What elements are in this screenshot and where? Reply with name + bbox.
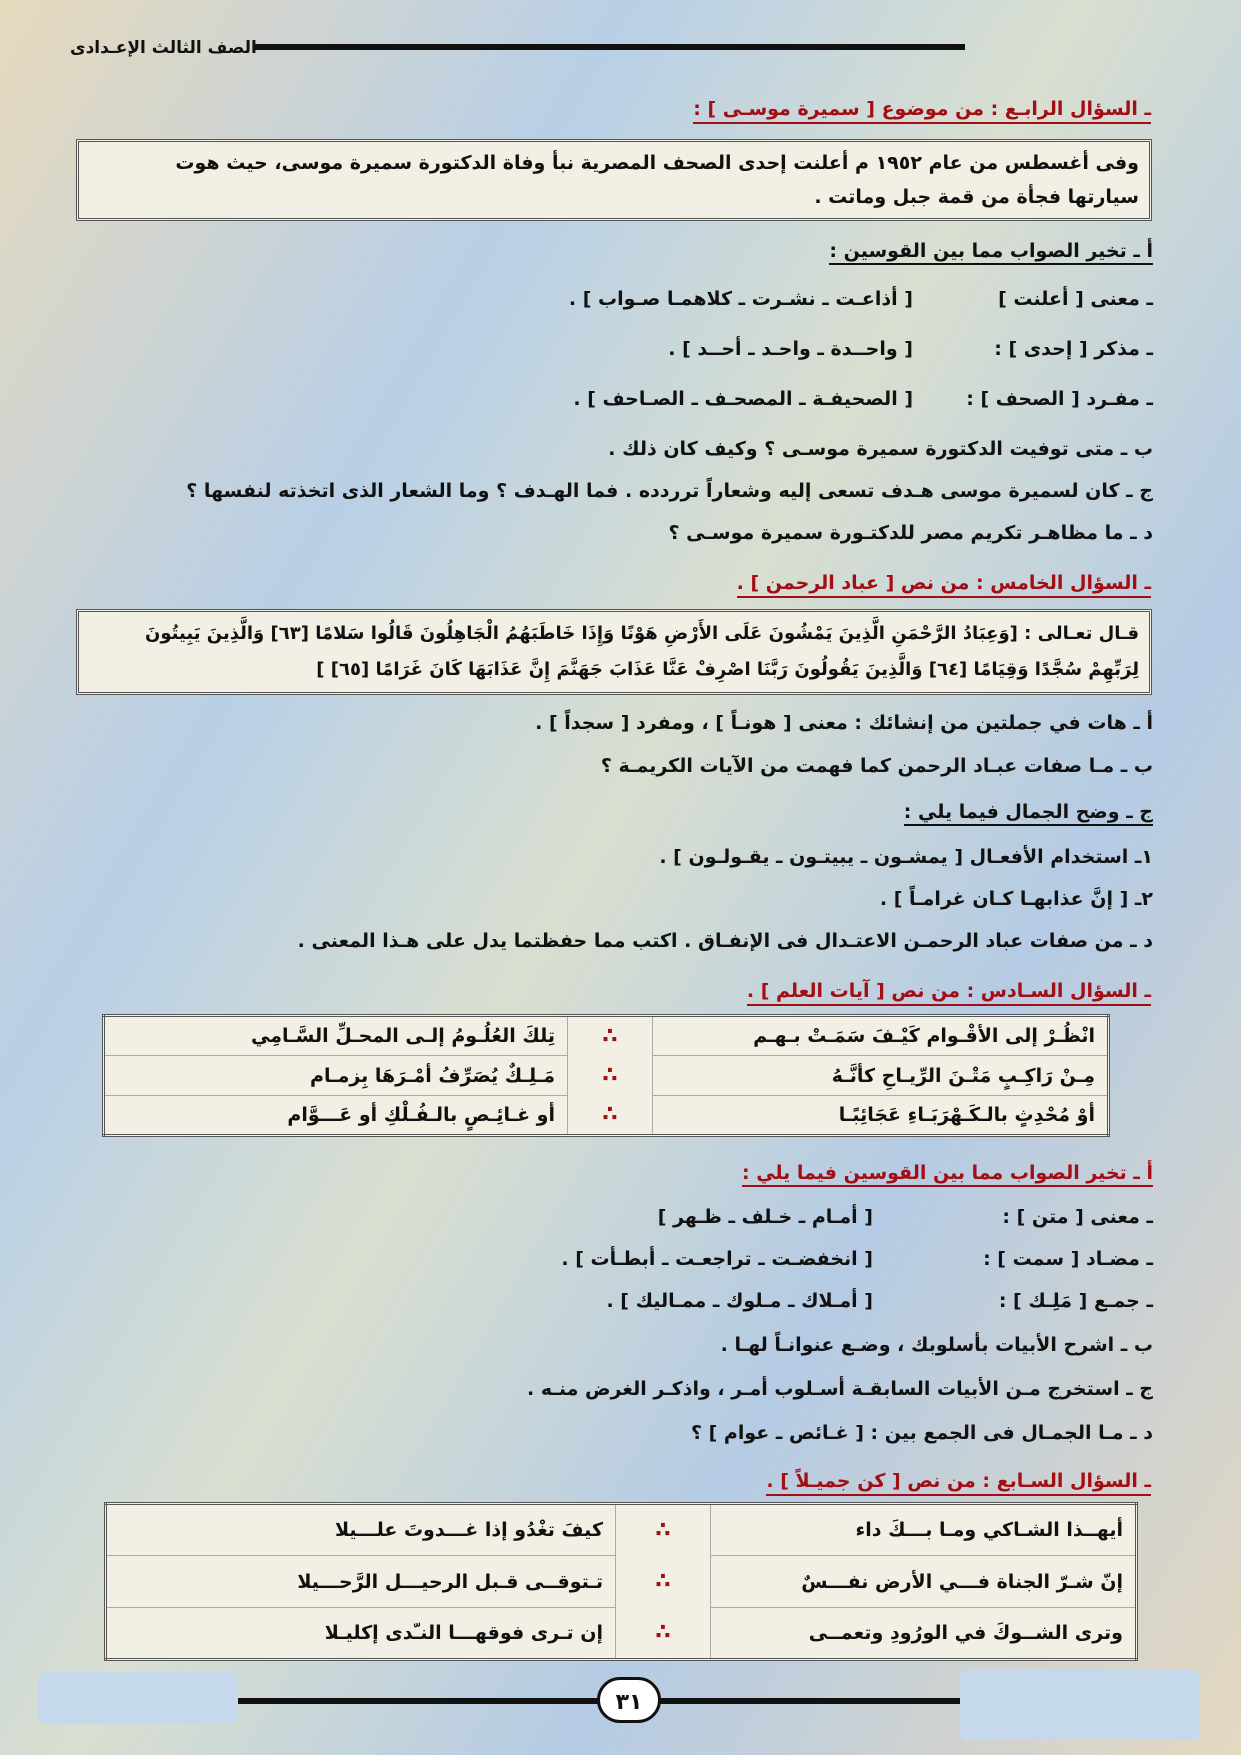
verse-row <box>106 1504 1137 1556</box>
question-4-c: ج ـ كان لسميرة موسى هـدف تسعى إليه وشعاراً ترردده . فما الهـدف ؟ وما الشعار الذى اتخذته لنفسها ؟ <box>186 480 1153 502</box>
item-label: ـ مذكر [ إحدى ] : <box>994 338 1153 360</box>
grade-title: الصف الثالث الإعـدادى <box>70 38 257 58</box>
verse-second-hemistich: أو غـائِـصٍ بالـفُـلْكِ أو عَـــوَّام <box>104 1096 568 1136</box>
page-number: ٣١ <box>597 1677 661 1723</box>
question-5-title: ـ السؤال الخامس : من نص [ عباد الرحمن ] . <box>737 572 1151 598</box>
item-label: ـ معنى [ أعلنت ] <box>998 288 1153 310</box>
question-5-c2: ٢ـ [ إنَّ عذابهـا كـان غرامـاً ] . <box>879 888 1153 910</box>
verse-separator: ∴ <box>616 1608 711 1660</box>
verse-first-hemistich: أوْ مُحْدِثٍ بالـكَـهْرَبَـاءِ عَجَائِبًـا <box>653 1096 1109 1136</box>
item-options: [ أمـلاك ـ مـلوك ـ ممـاليك ] . <box>606 1290 873 1312</box>
passage-line: وفى أغسطس من عام ١٩٥٢ م أعلنت إحدى الصحف المصرية نبأ وفاة الدكتورة سميرة موسى، حيث هوت <box>175 152 1139 174</box>
passage-line: سيارتها فجأة من قمة جبل وماتت . <box>814 186 1139 208</box>
item-options: [ الصحيفـة ـ المصحـف ـ الصـاحف ] . <box>573 388 913 410</box>
verse-row <box>104 1016 1109 1056</box>
verse-first-hemistich: أيهــذا الشـاكي ومـا بـــكَ داء <box>711 1504 1137 1556</box>
item-label: ـ مفـرد [ الصحف ] : <box>966 388 1153 410</box>
verse-row <box>106 1608 1137 1660</box>
verse-first-hemistich: إنّ شـرّ الجناة فـــي الأرض نفـــسٌ <box>711 1556 1137 1608</box>
question-6-c: ج ـ استخرج مـن الأبيات السابقـة أسـلوب أمـر ، واذكـر الغرض منـه . <box>527 1378 1153 1400</box>
question-7-poem <box>104 1502 1138 1661</box>
q4-item-row <box>93 288 1153 318</box>
item-options: [ واحــدة ـ واحـد ـ أحــد ] . <box>668 338 913 360</box>
question-4-d: د ـ ما مظاهـر تكريم مصر للدكتـورة سميرة موسـى ؟ <box>668 522 1153 544</box>
verse-second-hemistich: تـتوقــى قـبل الرحيـــل الرَّحـــيلا <box>106 1556 616 1608</box>
question-5-passage <box>76 609 1152 695</box>
header-rule <box>255 44 965 50</box>
verse-second-hemistich: مَـلِـكٌ يُصَرِّفُ أمْـرَهَا بِزمـام <box>104 1056 568 1096</box>
question-5-c-title: ج ـ وضح الجمال فيما يلي : <box>904 801 1153 826</box>
question-5-a: أ ـ هات في جملتين من إنشائك : معنى [ هونـاً ] ، ومفرد [ سجداً ] . <box>535 712 1153 734</box>
verse-row <box>106 1556 1137 1608</box>
item-options: [ أمـام ـ خـلف ـ ظـهر ] <box>657 1206 873 1228</box>
question-5-b: ب ـ مـا صفات عبـاد الرحمن كما فهمت من الآيات الكريمـة ؟ <box>600 755 1153 777</box>
question-6-poem <box>102 1014 1110 1137</box>
verse-separator: ∴ <box>568 1016 653 1056</box>
question-4-b: ب ـ متى توفيت الدكتورة سميرة موسـى ؟ وكيف كان ذلك . <box>608 438 1153 460</box>
question-7-title: ـ السؤال السـابع : من نص [ كن جميـلاً ] . <box>766 1470 1151 1496</box>
verse-row <box>104 1096 1109 1136</box>
q6-item-row <box>93 1290 1153 1320</box>
question-5-d: د ـ من صفات عباد الرحمـن الاعتـدال فى الإنفـاق . اكتب مما حفظتما يدل على هـذا المعنى . <box>297 930 1153 952</box>
verse-first-hemistich: مِـنْ رَاكِـبٍ مَتْـنَ الرِّيـاحِ كأنَّـهُ <box>653 1056 1109 1096</box>
footer-decoration-right <box>960 1670 1200 1740</box>
question-6-a-title: أ ـ تخير الصواب مما بين القوسين فيما يلي : <box>742 1162 1153 1187</box>
question-4-passage <box>76 139 1152 221</box>
verse-first-hemistich: انْظُـرْ إلى الأقْـوام كَيْـفَ سَمَـتْ بـهـم <box>653 1016 1109 1056</box>
question-6-title: ـ السؤال السـادس : من نص [ آيات العلم ] . <box>747 980 1151 1006</box>
question-4-title: ـ السؤال الرابـع : من موضوع [ سميرة موسـى ] : <box>693 98 1151 124</box>
question-6-d: د ـ مـا الجمـال فى الجمع بين : [ غـائص ـ عوام ] ؟ <box>690 1422 1153 1444</box>
verse-first-hemistich: وترى الشــوكَ في الورُودِ وتعمــى <box>711 1608 1137 1660</box>
verse-row <box>104 1056 1109 1096</box>
item-label: ـ مضـاد [ سمت ] : <box>983 1248 1153 1270</box>
footer-decoration-left <box>38 1672 238 1724</box>
passage-line: قـال تعـالى : [وَعِبَادُ الرَّحْمَنِ الَّذِينَ يَمْشُونَ عَلَى الأَرْضِ هَوْنًا وَإِذَا خَاطَبَهُمُ الْجَاهِلُونَ قَالُوا سَلامًا [٦٣] وَالَّذِينَ يَبِيتُونَ <box>145 623 1139 644</box>
verse-second-hemistich: كيفَ تغْدُو إذا غـــدوتَ علـــيلا <box>106 1504 616 1556</box>
q4-item-row <box>93 338 1153 368</box>
verse-separator: ∴ <box>616 1556 711 1608</box>
verse-separator: ∴ <box>568 1056 653 1096</box>
q4-item-row <box>93 388 1153 418</box>
verse-separator: ∴ <box>616 1504 711 1556</box>
question-4-a-title: أ ـ تخير الصواب مما بين القوسين : <box>829 240 1153 265</box>
q6-item-row <box>93 1206 1153 1236</box>
passage-line: لِرَبِّهِمْ سُجَّدًا وَقِيَامًا [٦٤] وَالَّذِينَ يَقُولُونَ رَبَّنَا اصْرِفْ عَنَّا عَذَابَ جَهَنَّمَ إِنَّ عَذَابَهَا كَانَ غَرَامًا [٦٥] ] <box>316 659 1139 680</box>
question-6-b: ب ـ اشرح الأبيات بأسلوبك ، وضـع عنوانـاً لهـا . <box>720 1334 1153 1356</box>
verse-separator: ∴ <box>568 1096 653 1136</box>
item-label: ـ جمـع [ مَلِـك ] : <box>998 1290 1153 1312</box>
verse-second-hemistich: إن تـرى فوقهـــا النـّدى إكليـلا <box>106 1608 616 1660</box>
q6-item-row <box>93 1248 1153 1278</box>
item-options: [ انخفضـت ـ تراجعـت ـ أبطـأت ] . <box>561 1248 873 1270</box>
verse-second-hemistich: تِلكَ العُلُـومُ إلـى المحـلِّ السَّـامِي <box>104 1016 568 1056</box>
item-options: [ أذاعـت ـ نشـرت ـ كلاهمـا صـواب ] . <box>568 288 913 310</box>
question-5-c1: ١ـ استخدام الأفعـال [ يمشـون ـ يبيتـون ـ يقـولـون ] . <box>659 846 1153 868</box>
item-label: ـ معنى [ متن ] : <box>1002 1206 1153 1228</box>
